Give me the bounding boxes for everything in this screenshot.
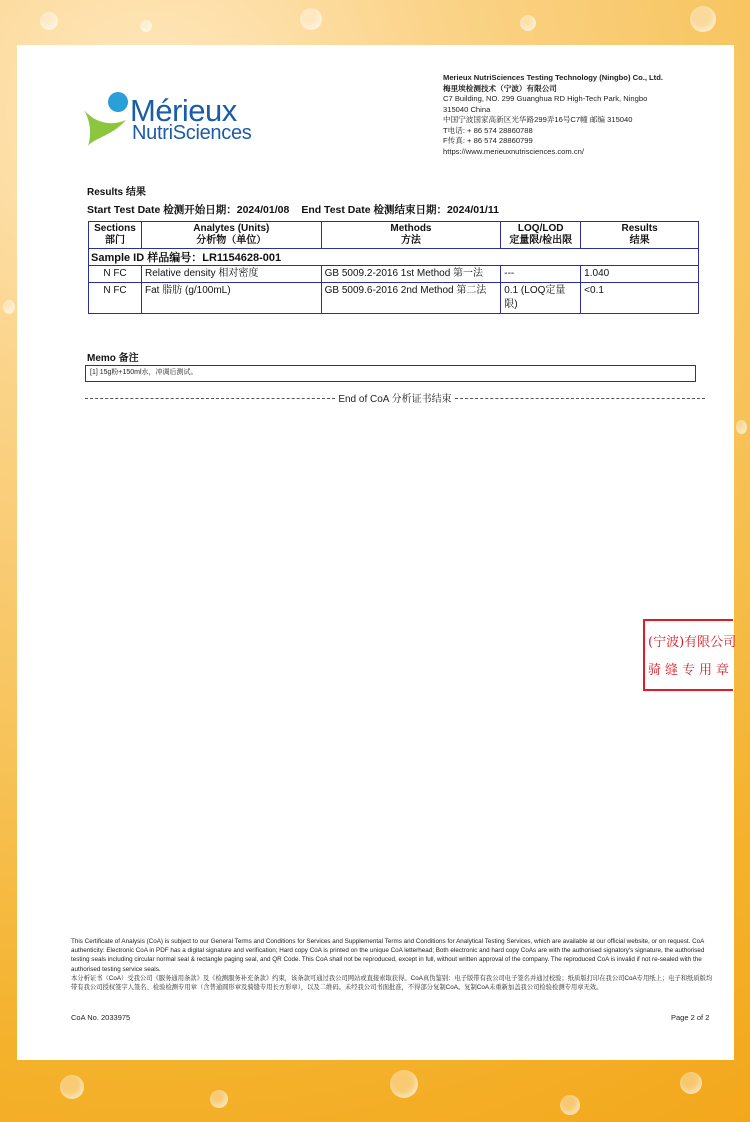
telephone: T电话: + 86 574 28860788 — [443, 125, 533, 135]
column-header-methods: Methods 方法 — [321, 222, 501, 249]
cell-method: GB 5009.2-2016 1st Method 第一法 — [321, 266, 501, 283]
table-row — [89, 283, 699, 314]
logo-wordmark-bottom: NutriSciences — [132, 122, 252, 144]
end-of-coa-divider — [85, 390, 705, 405]
logo-wordmark-top: Mérieux — [130, 93, 237, 128]
company-name-cn: 梅里埃检测技术（宁波）有限公司 — [443, 83, 557, 93]
address-postcode: 315040 China — [443, 104, 491, 114]
cell-result: <0.1 — [581, 283, 699, 314]
background-droplet — [736, 420, 747, 434]
background-droplet — [520, 15, 536, 31]
cell-loq: --- — [501, 266, 581, 283]
paging-seal — [643, 619, 737, 691]
company-address-block — [443, 73, 733, 157]
background-droplet — [40, 12, 58, 30]
seal-line-company: (宁波)有限公司 — [648, 635, 737, 650]
page-number: Page 2 of 2 — [671, 1013, 710, 1022]
fax: F传真: + 86 574 28860799 — [443, 136, 533, 145]
address-line-en: C7 Building, NO. 299 Guanghua RD High-Tech Park, Ningbo — [443, 94, 648, 103]
end-of-coa-text: End of CoA 分析证书结束 — [338, 394, 452, 405]
divider-dash-left — [85, 398, 335, 399]
divider-dash-right — [455, 398, 705, 399]
table-header-row — [89, 222, 699, 249]
test-dates — [87, 202, 499, 217]
footer-terms-en: This Certificate of Analysis (CoA) is subject to our General Terms and Conditions for Services and Supplemental Terms and Conditions for Analytical Testing Services, which are available at our official website, or on request. CoA authenticity: Electronic CoA in PDF has a digital signature and verification; Hard copy CoA is printed on the unique CoA letterhead; Both electronic and hard copy CoAs are with the authorised signatory's signature, the authorised testing seals including circular normal seal & rectangle paging seal, and QR Code. This CoA shall not be reproduced, except in full, without written approval of the company. The reproduced CoA is invalid if not re-sealed with the authorised testing service seals. — [71, 938, 705, 973]
website-link[interactable]: https://www.merieuxnutrisciences.com.cn/ — [443, 146, 584, 156]
certificate-page — [17, 45, 737, 1060]
background-droplet — [690, 6, 716, 32]
cell-result: 1.040 — [581, 266, 699, 283]
results-table — [88, 221, 699, 314]
results-heading: Results 结果 — [87, 187, 146, 198]
cell-analyte: Relative density 相对密度 — [141, 266, 321, 283]
logo-mark-icon — [82, 90, 130, 148]
company-logo — [82, 90, 272, 150]
address-line-cn: 中国宁波国家高新区光华路299弄16号C7幢 邮编 315040 — [443, 115, 633, 124]
footer-terms — [71, 937, 713, 992]
end-date-label: End Test Date 检测结束日期： — [301, 204, 447, 216]
background-droplet — [560, 1095, 580, 1115]
sample-id-row — [89, 249, 699, 266]
sample-id: Sample ID 样品编号：LR1154628-001 — [89, 249, 699, 266]
background-droplet — [680, 1072, 702, 1094]
table-row — [89, 266, 699, 283]
column-header-results: Results 结果 — [581, 222, 699, 249]
column-header-sections: Sections 部门 — [89, 222, 142, 249]
cell-method: GB 5009.6-2016 2nd Method 第二法 — [321, 283, 501, 314]
column-header-analytes: Analytes (Units) 分析物（单位） — [141, 222, 321, 249]
cell-section: N FC — [89, 266, 142, 283]
coa-number: CoA No. 2033975 — [71, 1013, 131, 1022]
background-droplet — [390, 1070, 418, 1098]
background-droplet — [300, 8, 322, 30]
cell-section: N FC — [89, 283, 142, 314]
memo-heading: Memo 备注 — [87, 353, 139, 364]
column-header-loq-lod: LOQ/LOD 定量限/检出限 — [501, 222, 581, 249]
cell-analyte: Fat 脂肪 (g/100mL) — [141, 283, 321, 314]
footer-terms-cn: 本分析证书（CoA）受我公司《服务通用条款》及《检测服务补充条款》约束，该条款可通过我公司网站或直接索取获得。CoA真伪鉴别：电子版带有我公司电子签名并通过校验；纸质版打印在我公司CoA专用纸上；电子和纸质版均带有我公司授权签字人签名、检验检测专用章（含普通圆形章及骑缝专用长方形章），以及二维码。未经我公司书面批准，不得部分复制CoA。复制CoA未重新加盖我公司检验检测专用章无效。 — [71, 974, 713, 992]
memo-box: [1] 15g粉+150ml水，冲调后测试。 — [85, 365, 696, 382]
seal-line-purpose: 骑缝专用章 — [648, 663, 734, 678]
background-droplet — [3, 300, 15, 314]
end-date-value: 2024/01/11 — [446, 204, 499, 216]
background-droplet — [210, 1090, 228, 1108]
background-droplet — [60, 1075, 84, 1099]
company-name-en: Merieux NutriSciences Testing Technology (Ningbo) Co., Ltd. — [443, 73, 663, 82]
background-droplet — [140, 20, 152, 32]
start-date-value: 2024/01/08 — [236, 204, 290, 216]
start-date-label: Start Test Date 检测开始日期： — [87, 204, 237, 216]
cell-loq: 0.1 (LOQ定量限) — [501, 283, 581, 314]
